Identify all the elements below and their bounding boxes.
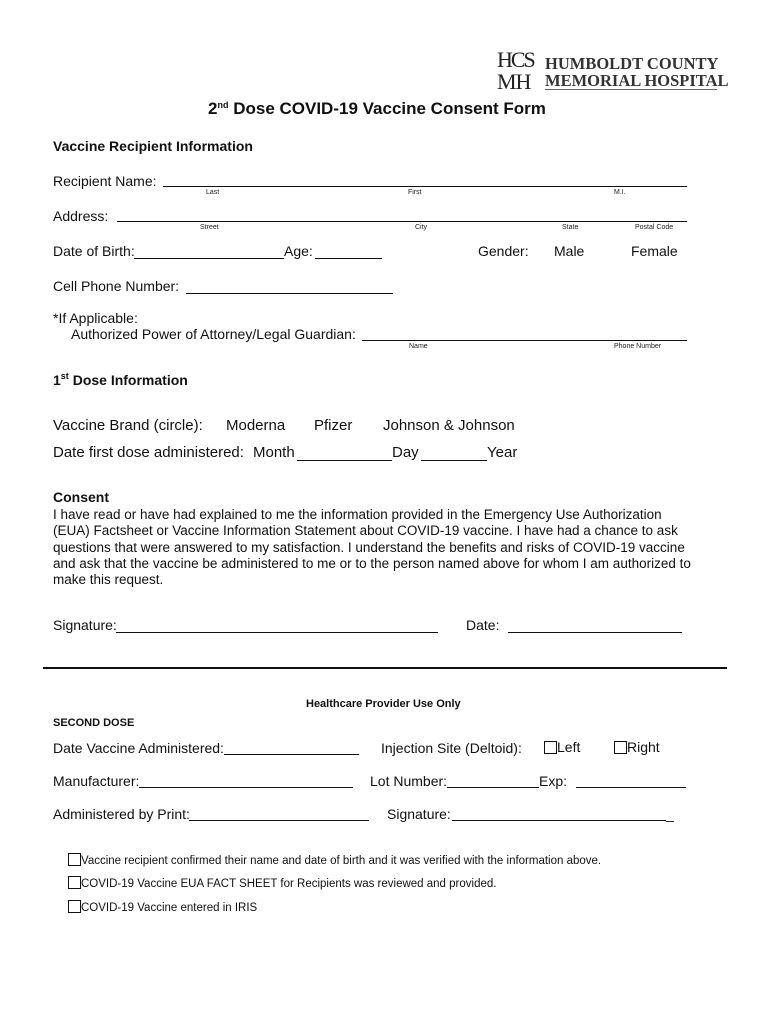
hospital-name-line1: HUMBOLDT COUNTY xyxy=(545,54,719,73)
logo-monogram-top: HCS xyxy=(497,47,534,72)
page-title xyxy=(208,99,546,119)
provider-signature-trailing: _ xyxy=(666,806,674,822)
consent-signature-field[interactable] xyxy=(116,632,438,633)
day-label: Day xyxy=(392,444,419,461)
first-dose-date-label: Date first dose administered: xyxy=(53,444,244,461)
gender-label: Gender: xyxy=(478,243,529,259)
caption-first: First xyxy=(408,189,422,196)
hospital-name-line2: MEMORIAL HOSPITAL xyxy=(545,71,729,90)
caption-poa-name: Name xyxy=(409,343,428,350)
check-iris-entered-box[interactable] xyxy=(68,900,81,913)
lot-number-label: Lot Number: xyxy=(370,773,448,789)
provider-signature-field[interactable] xyxy=(452,820,666,821)
title-ordinal: 2 xyxy=(208,99,218,118)
caption-mi: M.I. xyxy=(614,189,626,196)
recipient-name-field[interactable] xyxy=(163,186,687,187)
consent-date-field[interactable] xyxy=(508,632,682,633)
cell-phone-field[interactable] xyxy=(186,293,393,294)
exp-label: Exp: xyxy=(539,773,568,789)
manufacturer-field[interactable] xyxy=(139,787,353,788)
check-recipient-confirmed-box[interactable] xyxy=(68,853,81,866)
provider-signature-label: Signature: xyxy=(387,806,451,822)
consent-date-label: Date: xyxy=(466,617,500,633)
injection-right-option[interactable] xyxy=(614,739,660,755)
title-ordinal-suffix: nd xyxy=(217,100,229,110)
left-checkbox[interactable] xyxy=(544,741,557,754)
recipient-heading: Vaccine Recipient Information xyxy=(53,138,253,154)
check-iris-entered-label: COVID-19 Vaccine entered in IRIS xyxy=(81,902,258,914)
day-field[interactable] xyxy=(421,460,487,461)
cell-phone-label: Cell Phone Number: xyxy=(53,278,180,294)
injection-site-label: Injection Site (Deltoid): xyxy=(381,740,522,756)
dob-field[interactable] xyxy=(134,258,284,259)
address-label: Address: xyxy=(53,208,109,224)
logo-monogram-bottom: MH xyxy=(497,69,531,94)
consent-heading: Consent xyxy=(53,489,109,505)
caption-state: State xyxy=(562,224,579,231)
first-dose-heading-rest: Dose Information xyxy=(72,372,188,388)
exp-field[interactable] xyxy=(576,787,686,788)
caption-postal-code: Postal Code xyxy=(635,224,674,231)
date-administered-field[interactable] xyxy=(224,754,359,755)
check-iris-entered[interactable] xyxy=(68,900,257,914)
first-dose-ordinal: 1 xyxy=(53,372,61,388)
consent-line: questions that were answered to my satisfaction. I understand the benefits and risks of COVID-19 vaccine xyxy=(53,539,685,555)
administered-by-label: Administered by Print: xyxy=(53,806,190,822)
second-dose-label: SECOND DOSE xyxy=(53,717,135,729)
caption-last: Last xyxy=(206,189,220,196)
brand-johnson[interactable]: Johnson & Johnson xyxy=(383,417,515,434)
consent-signature-label: Signature: xyxy=(53,617,117,633)
manufacturer-label: Manufacturer: xyxy=(53,773,140,789)
consent-line: I have read or have had explained to me the information provided in the Emergency Use Authorization xyxy=(53,507,662,522)
check-eua-fact-sheet[interactable] xyxy=(68,876,496,890)
caption-poa-phone: Phone Number xyxy=(614,343,662,350)
month-label: Month xyxy=(253,444,295,461)
age-field[interactable] xyxy=(315,258,382,259)
check-eua-fact-sheet-box[interactable] xyxy=(68,876,81,889)
title-rest: Dose COVID-19 Vaccine Consent Form xyxy=(233,99,546,118)
provider-heading: Healthcare Provider Use Only xyxy=(306,698,461,710)
left-label: Left xyxy=(557,739,581,755)
section-divider xyxy=(43,667,727,669)
injection-left-option[interactable] xyxy=(544,739,580,755)
lot-number-field[interactable] xyxy=(447,787,539,788)
check-recipient-confirmed[interactable] xyxy=(68,853,601,867)
if-applicable-label: *If Applicable: xyxy=(53,310,138,326)
administered-by-field[interactable] xyxy=(189,820,369,821)
dob-label: Date of Birth: xyxy=(53,243,135,259)
consent-line: make this request. xyxy=(53,572,164,588)
brand-label: Vaccine Brand (circle): xyxy=(53,417,203,434)
check-eua-fact-sheet-label: COVID-19 Vaccine EUA FACT SHEET for Recipients was reviewed and provided. xyxy=(81,878,497,890)
gender-option-female[interactable]: Female xyxy=(631,243,678,259)
recipient-name-label: Recipient Name: xyxy=(53,173,157,189)
date-administered-label: Date Vaccine Administered: xyxy=(53,740,224,756)
brand-pfizer[interactable]: Pfizer xyxy=(314,417,353,434)
brand-moderna[interactable]: Moderna xyxy=(226,417,286,434)
address-field[interactable] xyxy=(117,221,687,222)
poa-label: Authorized Power of Attorney/Legal Guardian: xyxy=(71,326,356,342)
first-dose-heading xyxy=(53,372,188,388)
month-field[interactable] xyxy=(297,460,392,461)
consent-line: and ask that the vaccine be administered to me or to the person named above for whom I am authorized to xyxy=(53,555,691,571)
hospital-name xyxy=(545,55,729,89)
first-dose-ordinal-suffix: st xyxy=(60,371,69,381)
year-label: Year xyxy=(487,444,518,461)
logo-underline xyxy=(545,89,717,90)
check-recipient-confirmed-label: Vaccine recipient confirmed their name and date of birth and it was verified with the information above. xyxy=(81,855,602,867)
age-label: Age: xyxy=(284,243,313,259)
consent-body xyxy=(53,507,691,588)
right-checkbox[interactable] xyxy=(614,741,627,754)
caption-city: City xyxy=(415,224,428,231)
consent-line: (EUA) Factsheet or Vaccine Information Statement about COVID-19 vaccine. I have had a chance to ask xyxy=(53,523,678,539)
poa-field[interactable] xyxy=(362,340,687,341)
hospital-logo-mark xyxy=(497,49,541,95)
gender-option-male[interactable]: Male xyxy=(554,243,585,259)
caption-street: Street xyxy=(200,224,219,231)
right-label: Right xyxy=(627,739,660,755)
